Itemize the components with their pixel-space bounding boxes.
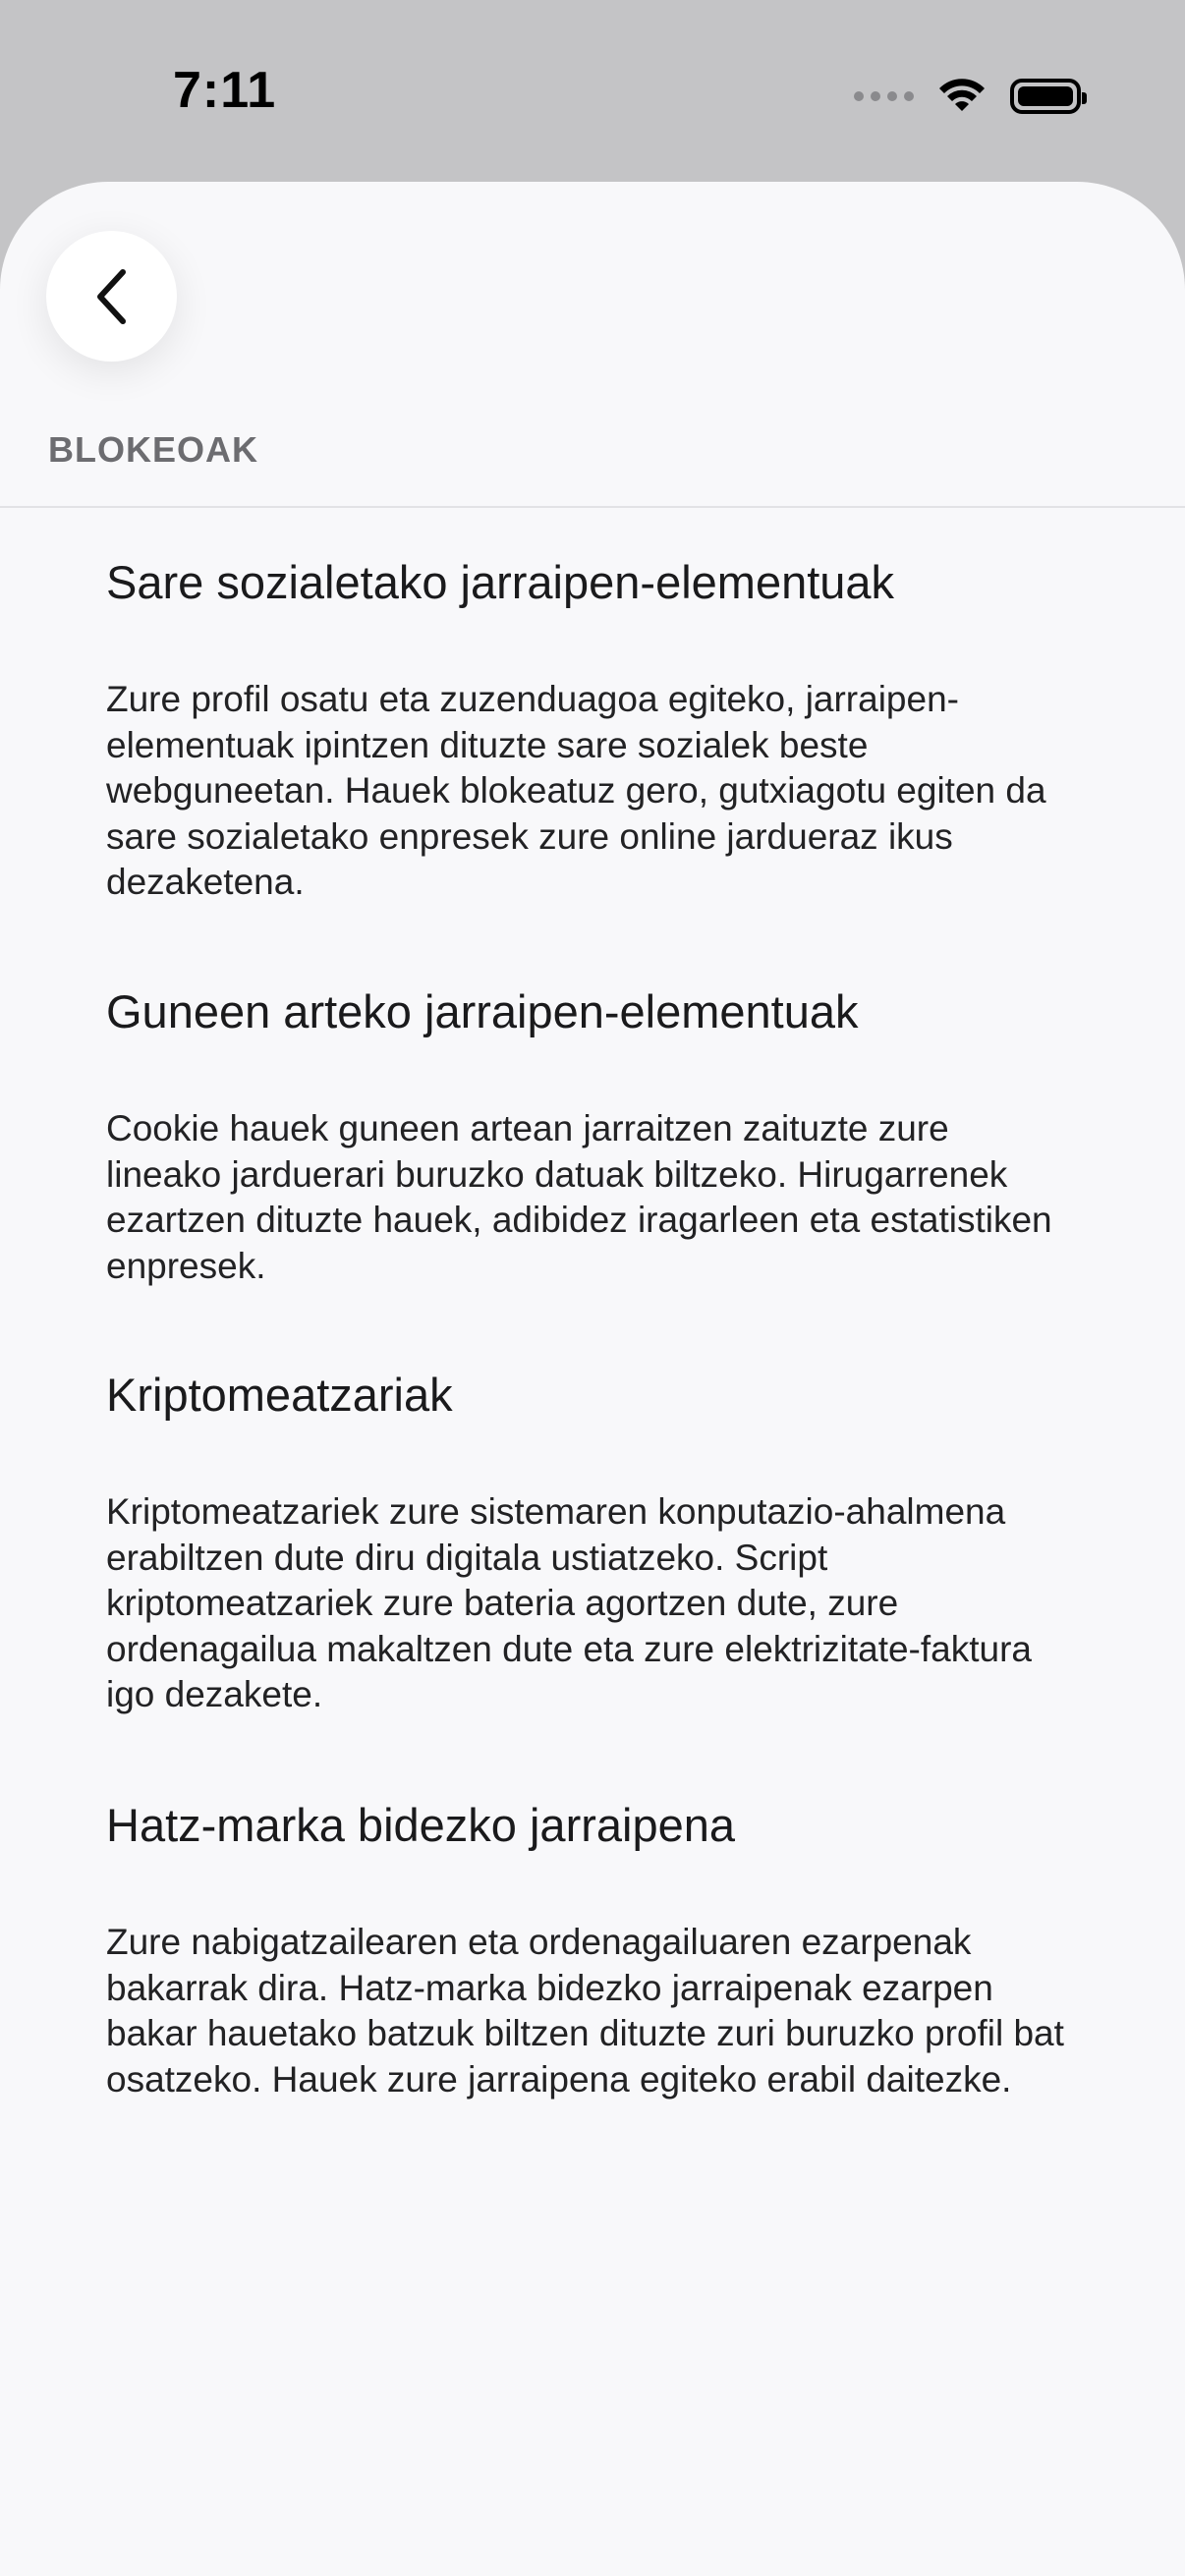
item-title: Hatz-marka bidezko jarraipena	[106, 1799, 736, 1851]
blocked-trackers-sheet	[0, 182, 1185, 2576]
item-description: Zure nabigatzailearen eta ordenagailuaren ezarpenak bakarrak dira. Hatz-marka bidezko jarraipenak ezarpen bakar hauetako batzuk biltzen dituzte zuri buruzko profil bat osatzeko. Hauek zure jarraipena egiteko erabil daitezke.	[106, 1922, 1064, 2100]
battery-icon	[1010, 79, 1081, 114]
cellular-signal-icon	[854, 91, 914, 101]
section-title: BLOKEOAK	[48, 429, 258, 470]
item-title: Kriptomeatzariak	[106, 1369, 453, 1421]
item-description: Zure profil osatu eta zuzenduagoa egiteko, jarraipen-elementuak ipintzen dituzte sare sozialek beste webguneetan. Hauek blokeatuz gero, gutxiagotu egiten da sare sozialetako enpresek zure online jardueraz ikus dezaketena.	[106, 679, 1046, 902]
item-title: Guneen arteko jarraipen-elementuak	[106, 985, 859, 1037]
list-item	[106, 1796, 1069, 2102]
item-description: Kriptomeatzariek zure sistemaren konputazio-ahalmena erabiltzen dute diru digitala ustiatzeko. Script kriptomeatzariek zure bateria agortzen dute, zure ordenagailua makaltzen dute eta zure elektrizitate-faktura igo dezakete.	[106, 1491, 1032, 1714]
status-time: 7:11	[173, 62, 277, 119]
chevron-left-icon	[90, 267, 134, 326]
item-description: Cookie hauek guneen artean jarraitzen zaituzte zure lineako jarduerari buruzko datuak biltzeko. Hirugarrenek ezartzen dituzte hauek, adibidez iragarleen eta estatistiken enpresek.	[106, 1108, 1052, 1286]
back-button[interactable]	[46, 231, 177, 362]
status-bar	[0, 0, 1185, 182]
item-title: Sare sozialetako jarraipen-elementuak	[106, 556, 895, 608]
list-item	[106, 982, 1069, 1289]
list-item	[106, 553, 1069, 906]
list-item	[106, 1366, 1069, 1718]
divider	[0, 506, 1185, 508]
wifi-icon	[937, 78, 987, 115]
status-icons	[854, 75, 1081, 118]
